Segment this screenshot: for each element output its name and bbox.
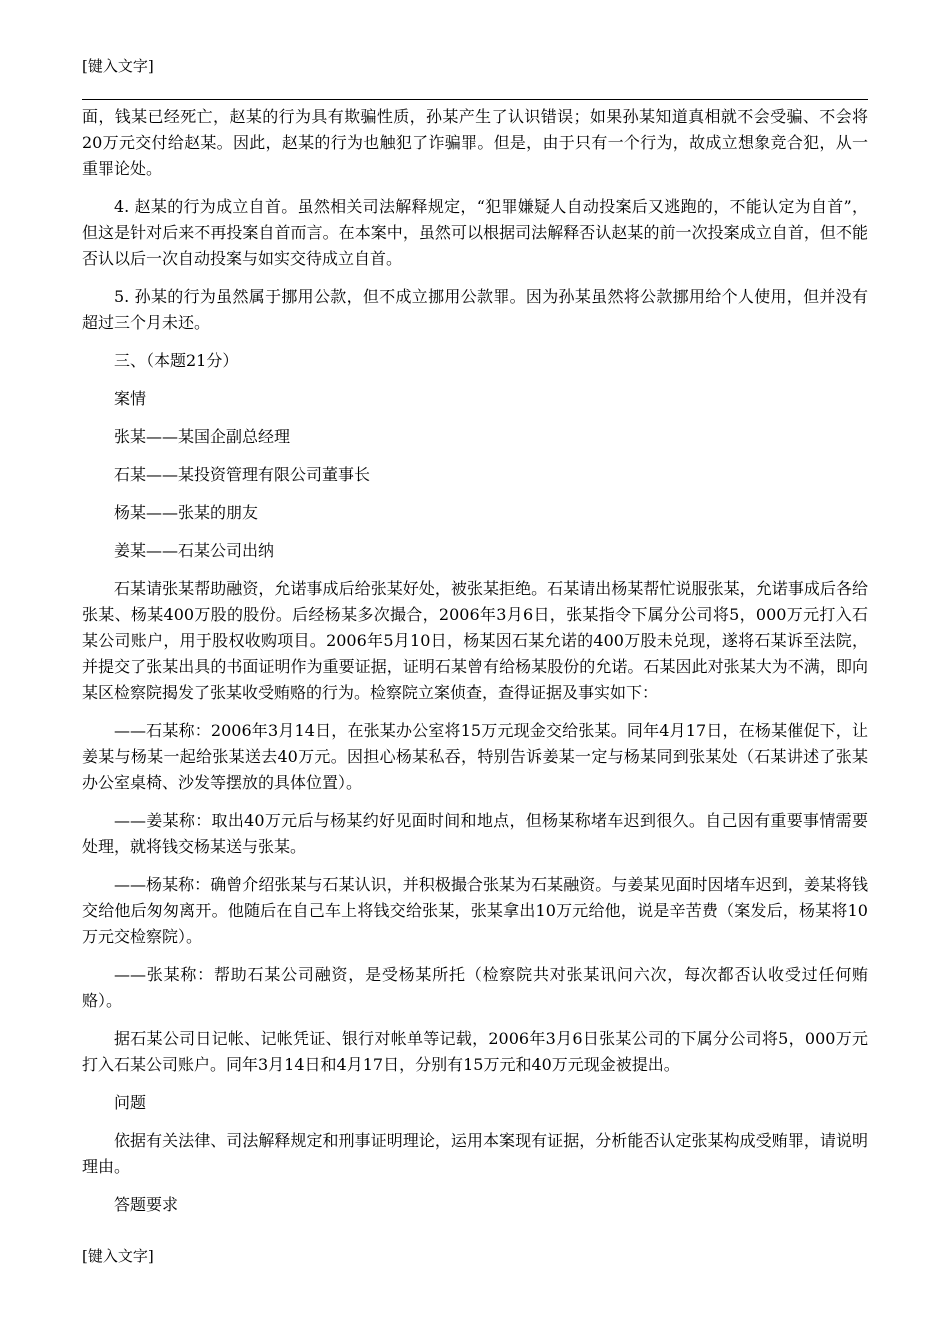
person-shi: 石某——某投资管理有限公司董事长 (114, 465, 371, 484)
question-heading: 问题 (114, 1093, 147, 1112)
person-yang: 杨某——张某的朋友 (114, 503, 259, 522)
section-heading-three: 三、（本题21分） (114, 351, 239, 370)
answer-requirements-heading: 答题要求 (114, 1195, 179, 1214)
document-body (82, 104, 868, 1230)
statement-shi: ——石某称：2006年3月14日，在张某办公室将15万元现金交给张某。同年4月17日，在杨某催促下，让姜某与杨某一起给张某送去40万元。因担心杨某私吞，特别告诉姜某一定与杨某同到张某处（石某讲述了张某办公室桌椅、沙发等摆放的具体位置）。 (82, 721, 868, 792)
header-divider (82, 99, 868, 100)
paragraph-point-4: 4. 赵某的行为成立自首。虽然相关司法解释规定，“犯罪嫌疑人自动投案后又逃跑的，不能认定为自首”，但这是针对后来不再投案自首而言。在本案中，虽然可以根据司法解释否认赵某的前一次投案成立自首，但不能否认以后一次自动投案与如实交待成立自首。 (82, 197, 868, 268)
footer-placeholder: [键入文字] (82, 1247, 154, 1265)
accounting-records: 据石某公司日记帐、记帐凭证、银行对帐单等记载，2006年3月6日张某公司的下属分公司将5，000万元打入石某公司账户。同年3月14日和4月17日，分别有15万元和40万元现金被提出。 (82, 1029, 868, 1074)
statement-jiang: ——姜某称：取出40万元后与杨某约好见面时间和地点，但杨某称堵车迟到很久。自己因有重要事情需要处理，就将钱交杨某送与张某。 (82, 811, 868, 856)
statement-zhang: ——张某称：帮助石某公司融资，是受杨某所托（检察院共对张某讯问六次，每次都否认收受过任何贿赂）。 (82, 965, 868, 1010)
person-zhang: 张某——某国企副总经理 (114, 427, 291, 446)
case-heading: 案情 (114, 389, 147, 408)
paragraph-point-5: 5. 孙某的行为虽然属于挪用公款，但不成立挪用公款罪。因为孙某虽然将公款挪用给个人使用，但并没有超过三个月未还。 (82, 287, 868, 332)
paragraph-continuation: 面，钱某已经死亡，赵某的行为具有欺骗性质，孙某产生了认识错误；如果孙某知道真相就不会受骗、不会将20万元交付给赵某。因此，赵某的行为也触犯了诈骗罪。但是，由于只有一个行为，故成立想象竞合犯，从一重罪论处。 (82, 107, 868, 178)
statement-yang: ——杨某称：确曾介绍张某与石某认识，并积极撮合张某为石某融资。与姜某见面时因堵车迟到，姜某将钱交给他后匆匆离开。他随后在自己车上将钱交给张某，张某拿出10万元给他，说是辛苦费（案发后，杨某将10万元交检察院）。 (82, 875, 868, 946)
question-text: 依据有关法律、司法解释规定和刑事证明理论，运用本案现有证据，分析能否认定张某构成受贿罪，请说明理由。 (82, 1131, 868, 1176)
person-jiang: 姜某——石某公司出纳 (114, 541, 275, 560)
case-facts: 石某请张某帮助融资，允诺事成后给张某好处，被张某拒绝。石某请出杨某帮忙说服张某，允诺事成后各给张某、杨某400万股的股份。后经杨某多次撮合，2006年3月6日，张某指令下属分公司将5，000万元打入石某公司账户，用于股权收购项目。2006年5月10日，杨某因石某允诺的400万股未兑现，遂将石某诉至法院，并提交了张某出具的书面证明作为重要证据，证明石某曾有给杨某股份的允诺。石某因此对张某大为不满，即向某区检察院揭发了张某收受贿赂的行为。检察院立案侦查，查得证据及事实如下： (82, 579, 868, 702)
header-placeholder: [键入文字] (82, 57, 154, 75)
